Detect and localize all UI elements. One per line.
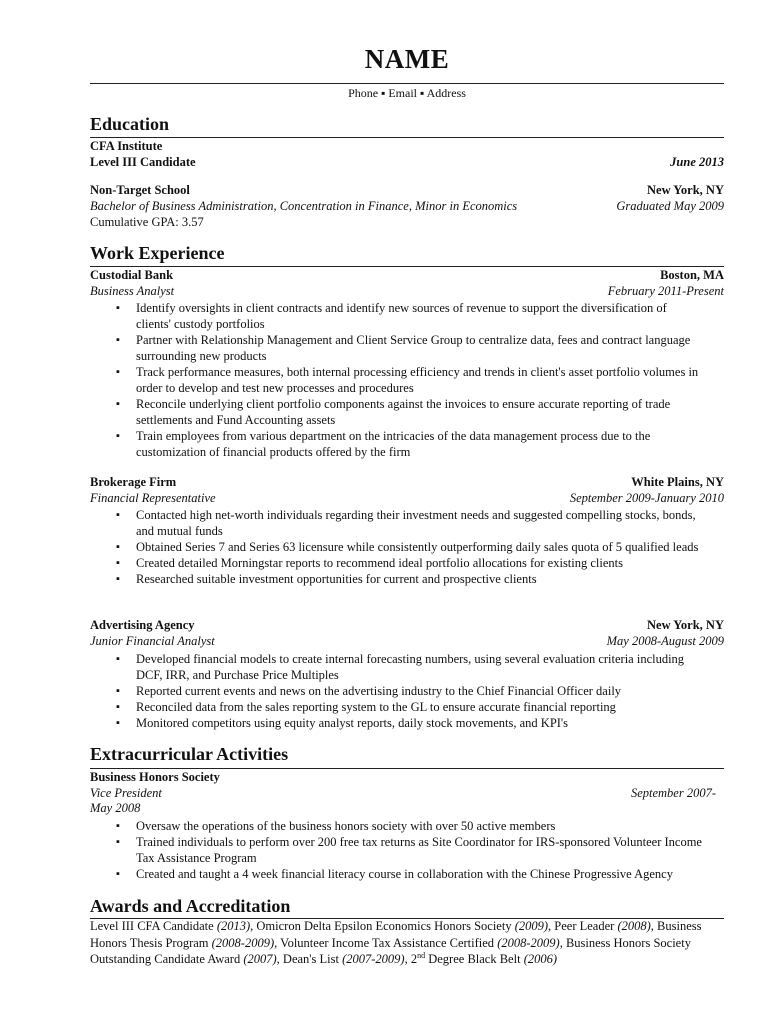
award-year: (2008-2009) (497, 935, 560, 950)
education-school-row (90, 182, 724, 198)
job-dates: February 2011-Present (607, 284, 724, 298)
header-divider (90, 83, 724, 84)
extracurricular-heading: Extracurricular Activities (90, 744, 289, 764)
award-year: (2007) (243, 952, 277, 966)
work-heading: Work Experience (90, 243, 225, 263)
degree: Bachelor of Business Administration, Concentration in Finance, Minor in Economics (90, 199, 518, 213)
cfa-level: Level III Candidate (90, 155, 196, 169)
award-name (411, 952, 521, 966)
education-degree-row (90, 198, 724, 214)
cfa-org-name: CFA Institute (90, 139, 163, 153)
list-item: ▪ Reported current events and news on the advertising industry to the Chief Financial Officer daily (90, 683, 724, 699)
education-heading: Education (90, 114, 170, 134)
awards-list: Level III CFA Candidate (2013), Omicron Delta Epsilon Economics Honors Society (2009), Peer Leader (2008), Business Honors Thesis Program (2008-2009), Volunteer Income Tax Assistance Certified (2008-2009), Business Honors Society Outstanding Candidate Award (2007), Dean's List (2007-2009), 2nd Degree Black Belt (2006) (90, 919, 702, 966)
award-ordinal-number: 2 (410, 952, 418, 966)
contact-line: Phone ▪ Email ▪ Address (348, 86, 466, 100)
job-dates: September 2009-January 2010 (569, 491, 724, 505)
award-name: Level III CFA Candidate (90, 919, 214, 933)
resume-name: NAME (364, 44, 450, 74)
list-item: ▪ Train employees from various department on the intricacies of the data management process due to the customization of financial products offered by the firm (90, 428, 724, 460)
job-role: Business Analyst (90, 284, 175, 298)
job-header (90, 267, 724, 283)
award-year: (2008-2009) (211, 935, 275, 950)
job-header (90, 474, 724, 490)
award-name-rest: Degree Black Belt (425, 952, 521, 966)
extracurricular-dates-end: May 2008 (90, 801, 141, 815)
award-name: Business Honors Society Outstanding Candidate Award (90, 935, 691, 966)
extracurricular-org: Business Honors Society (90, 770, 220, 784)
education-cfa-org (90, 138, 724, 154)
extracurricular-role-row (90, 785, 724, 801)
extracurricular-role: Vice President (90, 786, 162, 800)
award-name: Volunteer Income Tax Assistance Certified (280, 935, 495, 950)
list-item: ▪ Researched suitable investment opportunities for current and prospective clients (90, 571, 724, 587)
award-name: Business Honors Thesis Program (90, 919, 702, 950)
job-company: Custodial Bank (90, 268, 174, 282)
award-name: Peer Leader (554, 919, 615, 933)
list-item: ▪ Developed financial models to create internal forecasting numbers, using several evaluation criteria including DCF, IRR, and Purchase Price Multiples (90, 651, 724, 683)
list-item: ▪ Created detailed Morningstar reports to recommend ideal portfolio allocations for existing clients (90, 555, 724, 571)
job-company: Advertising Agency (90, 618, 195, 632)
job-role: Financial Representative (90, 491, 216, 505)
award-ordinal-suffix: nd (417, 950, 426, 960)
job-bullets (90, 651, 724, 731)
list-item: ▪ Trained individuals to perform over 200 free tax returns as Site Coordinator for IRS-sponsored Volunteer Income Tax Assistance Program (90, 834, 724, 866)
list-item: ▪ Obtained Series 7 and Series 63 licensure while consistently outperforming daily sales quota of 5 qualified leads (90, 539, 724, 555)
job-company: Brokerage Firm (90, 475, 177, 489)
list-item: ▪ Partner with Relationship Management and Client Service Group to centralize data, fees and contract language surrounding new products (90, 332, 724, 364)
extracurricular-org-row (90, 769, 724, 785)
extracurricular-bullets (90, 818, 724, 882)
school-location: New York, NY (647, 183, 724, 197)
award-year: (2006) (523, 952, 558, 966)
list-item: ▪ Monitored competitors using equity analyst reports, daily stock movements, and KPI's (90, 715, 724, 731)
award-name: Dean's List (282, 952, 339, 966)
award-year: (2008) (617, 919, 651, 933)
job-role-row (90, 283, 724, 299)
award-name: Omicron Delta Epsilon Economics Honors Society (256, 919, 512, 933)
graduation-date: Graduated May 2009 (616, 199, 724, 213)
job-bullets (90, 507, 724, 587)
list-item: ▪ Track performance measures, both internal processing efficiency and trends in client's asset portfolio volumes in order to develop and test new processes and procedures (90, 364, 724, 396)
job-role-row (90, 490, 724, 506)
school-name: Non-Target School (90, 183, 190, 197)
job-role-row (90, 633, 724, 649)
education-cfa-row (90, 154, 724, 170)
list-item: ▪ Reconciled data from the sales reporting system to the GL to ensure accurate financial reporting (90, 699, 724, 715)
cfa-date: June 2013 (670, 155, 724, 169)
award-year: (2007-2009) (342, 952, 405, 966)
list-item: ▪ Created and taught a 4 week financial literacy course in collaboration with the Chinese Progressive Agency (90, 866, 724, 882)
job-bullets (90, 300, 724, 460)
list-item: ▪ Contacted high net-worth individuals regarding their investment needs and suggested compelling stocks, bonds, and mutual funds (90, 507, 724, 539)
list-item: ▪ Identify oversights in client contracts and identify new sources of revenue to support the diversification of clients' custody portfolios (90, 300, 724, 332)
gpa: Cumulative GPA: 3.57 (90, 215, 204, 229)
awards-heading: Awards and Accreditation (90, 896, 291, 916)
award-year: (2009) (514, 919, 549, 933)
list-item: ▪ Reconcile underlying client portfolio components against the invoices to ensure accurate reporting of trade settlements and Fund Accounting assets (90, 396, 724, 428)
extracurricular-dates-row (90, 800, 724, 816)
job-location: White Plains, NY (631, 475, 724, 489)
extracurricular-dates-start: September 2007- (630, 786, 716, 800)
award-year: (2013) (216, 919, 251, 933)
list-item: ▪ Oversaw the operations of the business honors society with over 50 active members (90, 818, 724, 834)
job-location: New York, NY (647, 618, 724, 632)
job-location: Boston, MA (660, 268, 724, 282)
job-header (90, 617, 724, 633)
job-role: Junior Financial Analyst (90, 634, 215, 648)
job-dates: May 2008-August 2009 (606, 634, 724, 648)
